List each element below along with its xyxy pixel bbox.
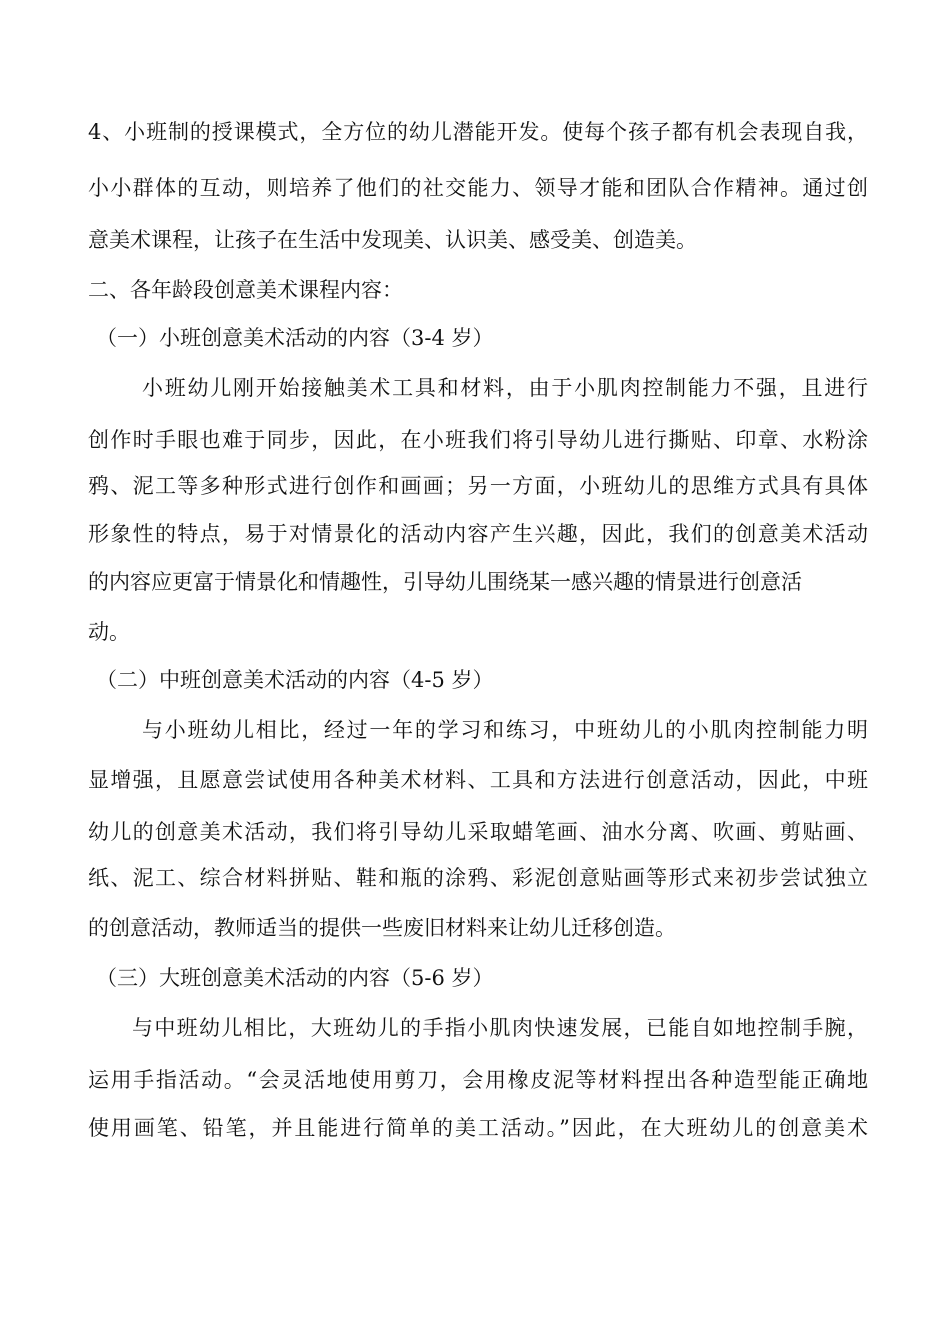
paragraph-line: 意美术课程，让孩子在生活中发现美、认识美、感受美、创造美。 (88, 228, 697, 252)
paragraph-line: 4、小班制的授课模式，全方位的幼儿潜能开发。使每个孩子都有机会表现自我， (88, 120, 868, 144)
subsection-heading: （二）中班创意美术活动的内容（4-5 岁） (96, 668, 494, 692)
paragraph-line: 的创意活动，教师适当的提供一些废旧材料来让幼儿迁移创造。 (88, 916, 676, 940)
section-heading: 二、各年龄段创意美术课程内容： (88, 278, 403, 302)
paragraph-line: 小班幼儿刚开始接触美术工具和材料，由于小肌肉控制能力不强，且进行 (142, 376, 868, 400)
paragraph-line: 与小班幼儿相比，经过一年的学习和练习，中班幼儿的小肌肉控制能力明 (142, 718, 868, 742)
paragraph-line: 小小群体的互动，则培养了他们的社交能力、领导才能和团队合作精神。通过创 (88, 176, 868, 200)
paragraph-line: 形象性的特点，易于对情景化的活动内容产生兴趣，因此，我们的创意美术活动 (88, 522, 868, 546)
paragraph-line: 动。 (88, 620, 130, 644)
paragraph-line: 运用手指活动。“会灵活地使用剪刀，会用橡皮泥等材料捏出各种造型能正确地 (88, 1068, 868, 1092)
paragraph-line: 与中班幼儿相比，大班幼儿的手指小肌肉快速发展，已能自如地控制手腕， (132, 1016, 868, 1040)
paragraph-line: 幼儿的创意美术活动，我们将引导幼儿采取蜡笔画、油水分离、吹画、剪贴画、 (88, 820, 868, 844)
subsection-heading: （一）小班创意美术活动的内容（3-4 岁） (96, 326, 494, 350)
paragraph-line: 的内容应更富于情景化和情趣性，引导幼儿围绕某一感兴趣的情景进行创意活 (88, 570, 802, 594)
paragraph-line: 纸、泥工、综合材料拼贴、鞋和瓶的涂鸦、彩泥创意贴画等形式来初步尝试独立 (88, 866, 868, 890)
paragraph-line: 鸦、泥工等多种形式进行创作和画画；另一方面，小班幼儿的思维方式具有具体 (88, 474, 868, 498)
subsection-heading: （三）大班创意美术活动的内容（5-6 岁） (96, 966, 494, 990)
paragraph-line: 创作时手眼也难于同步，因此，在小班我们将引导幼儿进行撕贴、印章、水粉涂 (88, 428, 868, 452)
paragraph-line: 显增强，且愿意尝试使用各种美术材料、工具和方法进行创意活动，因此，中班 (88, 768, 868, 792)
paragraph-line: 使用画笔、铅笔，并且能进行简单的美工活动。”因此，在大班幼儿的创意美术 (88, 1116, 868, 1140)
